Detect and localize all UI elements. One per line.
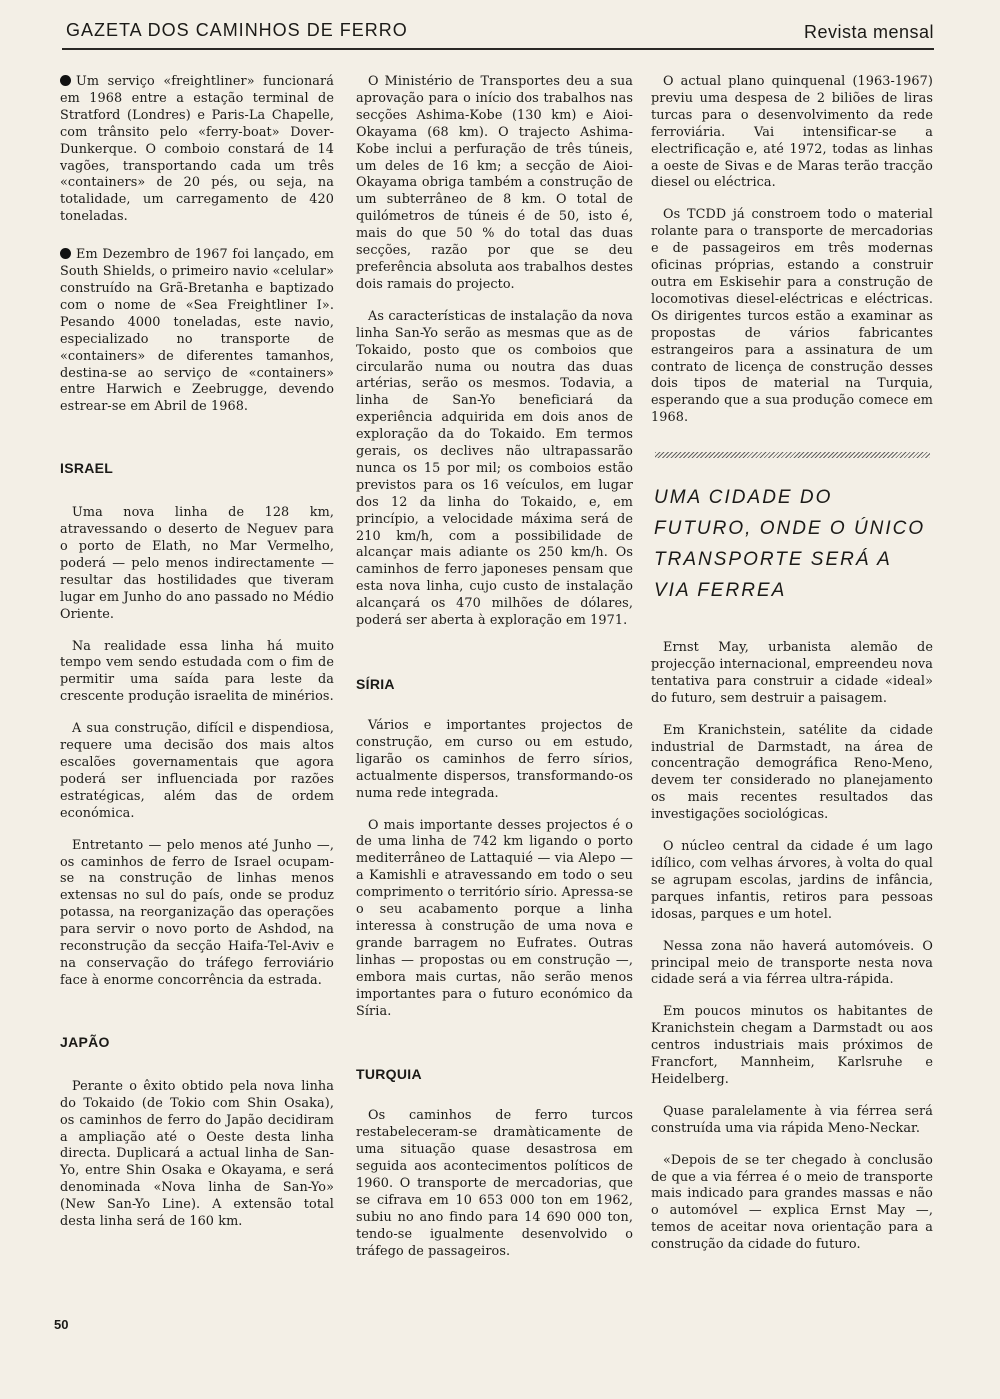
paragraph: «Depois de se ter chegado à conclusão de que a via férrea é o meio de transporte mais indicado para grandes massas e não o automóvel — explica Ernst May —, temos de aceitar nova orientação para a construção da cidade do futuro.	[651, 1152, 933, 1253]
paragraph: O Ministério de Transportes deu a sua aprovação para o início dos trabalhos nas secções Ashima-Kobe (130 km) e Aioi-Okayama (68 km). O trajecto Ashima-Kobe inclui a perfuração de três túneis, um deles de 16 km; a secção de Aioi-Okayama obriga também a construção de um subterrâneo de 8 km. O total de quilómetros de túneis é de 50, isto é, mais do que 50 % do total das duas secções, razão por que se deu preferência absoluta aos trabalhos destes dois ramais do projecto.	[356, 74, 633, 292]
paragraph: Na realidade essa linha há muito tempo vem sendo estudada com o fim de permitir uma saída para leste da crescente produção israelita de minérios.	[60, 638, 334, 705]
bullet-icon	[60, 75, 71, 86]
paragraph: As características de instalação da nova linha San-Yo serão as mesmas que as de Tokaido, posto que os comboios que circularão numa ou noutra das duas artérias, serão os mesmos. Todavia, a linha de San-Yo beneficiará da experiência adquirida em dois anos de exploração da do Tokaido. Em termos gerais, os declives não ultrapassarão nunca os 15 por mil; os comboios estão previstos para os 16 veículos, em lugar dos 12 da linha do Tokaido, e, em princípio, a velocidade máxima será de 210 km/h, com a possibilidade de alcançar mais adiante os 250 km/h. Os caminhos de ferro japoneses pensam que esta nova linha, cujo custo de instalação alcançará os 470 milhões de dólares, poderá ser aberta à exploração em 1971.	[356, 308, 633, 629]
page-header	[62, 18, 934, 50]
section-heading-turquia: TURQUIA	[356, 1066, 422, 1083]
paragraph: Entretanto — pelo menos até Junho —, os caminhos de ferro de Israel ocupam-se na construção de linhas menos extensas no sul do país, onde se produz potassa, na reorganização das operações para servir o novo porto de Ashdod, na reconstrução da secção Haifa-Tel-Aviv e na conservação do tráfego ferroviário face à enorme concorrência da estrada.	[60, 837, 334, 988]
column-1	[60, 74, 334, 1246]
paragraph: Os TCDD já constroem todo o material rolante para o transporte de mercadorias e de passageiros em três modernas oficinas próprias, estando a construir outra em Eskisehir para a construção de locomotivas diesel-eléctricas e eléctricas. Os dirigentes turcos estão a examinar as propostas de vários fabricantes estrangeiros para a assinatura de um contrato de licença de construção desses dois tipos de material na Turquia, esperando que a sua produção comece em 1968.	[651, 207, 933, 426]
column-2	[356, 74, 633, 1276]
publication-title: GAZETA DOS CAMINHOS DE FERRO	[66, 20, 408, 40]
news-item-sea-freightliner: Em Dezembro de 1967 foi lançado, em South Shields, o primeiro navio «celular» construído na Grã-Bretanha e baptizado com o nome de «Sea Freightliner I». Pesando 4000 toneladas, este navio, especializado no transporte de «containers» de diferentes tamanhos, destina-se ao serviço de «containers» entre Harwich e Zeebrugge, devendo estrear-se em Abril de 1968.	[60, 247, 334, 415]
paragraph: O núcleo central da cidade é um lago idílico, com velhas árvores, à volta do qual se agrupam escolas, jardins de infância, parques infantis, retiros para pessoas idosas, parques e um hotel.	[651, 839, 933, 922]
section-heading-israel: ISRAEL	[60, 460, 114, 477]
paragraph: Perante o êxito obtido pela nova linha do Tokaido (de Tokio com Shin Osaka), os caminhos de ferro do Japão decidiram a ampliação até o Oeste desta linha directa. Duplicará a actual linha de San-Yo, entre Shin Osaka e Okayama, e será denominada «Nova linha de San-Yo» (New San-Yo Line). A extensão total desta linha será de 160 km.	[60, 1078, 334, 1230]
article-title: UMA CIDADE DO FUTURO, ONDE O ÚNICO TRANSPORTE SERÁ A VIA FERREA	[654, 487, 926, 601]
publication-subtitle: Revista mensal	[803, 22, 934, 42]
paragraph: O actual plano quinquenal (1963-1967) previu uma despesa de 2 biliões de liras turcas para o desenvolvimento da rede ferroviária. Vai intensificar-se a electrificação e, até 1972, todas as linhas a oeste de Sivas e de Maras terão tracção diesel ou eléctrica.	[651, 74, 933, 191]
paragraph: Em poucos minutos os habitantes de Kranichstein chegam a Darmstadt ou aos centros industriais mais próximos de Francfort, Mannheim, Karlsruhe e Heidelberg.	[651, 1004, 933, 1087]
paragraph: Quase paralelamente à via férrea será construída uma via rápida Meno-Neckar.	[651, 1103, 933, 1136]
paragraph: Em Kranichstein, satélite da cidade industrial de Darmstadt, na área de concentração demográfica Reno-Meno, devem ter considerado no planejamento os mais recentes resultados das investigações sociológicas.	[651, 722, 933, 823]
bullet-icon	[60, 248, 71, 259]
paragraph: Vários e importantes projectos de construção, em curso ou em estudo, ligarão os caminhos de ferro sírios, actualmente dispersos, transformando-os numa rede integrada.	[356, 718, 633, 801]
paragraph: Ernst May, urbanista alemão de projecção internacional, empreendeu nova tentativa para construir a cidade «ideal» do futuro, sem destruir a paisagem.	[651, 640, 933, 706]
column-3-top	[651, 74, 933, 442]
paragraph: Uma nova linha de 128 km, atravessando o deserto de Neguev para o porto de Elath, no Mar Vermelho, poderá — pelo menos indirectamente — resultar das hostilidades que tiveram lugar em Junho do ano passado no Médio Oriente.	[60, 505, 334, 622]
section-heading-siria: SÍRIA	[356, 676, 395, 692]
paragraph: Nessa zona não haverá automóveis. O principal meio de transporte nesta nova cidade será a via férrea ultra-rápida.	[651, 938, 933, 988]
news-item-freightliner: Um serviço «freightliner» funcionará em 1968 entre a estação terminal de Stratford (Londres) e Paris-La Chapelle, com trânsito pelo «ferry-boat» Dover-Dunkerque. O comboio constará de 14 vagões, transportando cada um três «containers» de 20 pés, ou seja, na totalidade, um carregamento de 420 toneladas.	[60, 74, 334, 225]
decorative-divider	[655, 452, 930, 458]
paragraph: Os caminhos de ferro turcos restabeleceram-se dramàticamente de uma situação quase desastrosa em seguida aos acontecimentos políticos de 1960. O transporte de mercadorias, que se cifrava em 10 653 000 ton em 1962, subiu no ano findo para 14 690 000 ton, tendo-se igualmente desenvolvido o tráfego de passageiros.	[356, 1108, 633, 1259]
page-number: 50	[54, 1317, 69, 1332]
paragraph: O mais importante desses projectos é o de uma linha de 742 km ligando o porto mediterrâneo de Lattaquié — via Alepo — a Kamishli e atravessando em todo o seu comprimento o território sírio. Apressa-se o seu acabamento porque a linha interessa à construção de uma nova e grande barragem no Eufrates. Outras linhas — propostas ou em construção —, embora mais curtas, não serão menos importantes para o futuro económico da Síria.	[356, 817, 633, 1019]
section-heading-japao: JAPÃO	[60, 1033, 110, 1050]
paragraph: A sua construção, difícil e dispendiosa, requere uma decisão dos mais altos escalões governamentais que agora poderá ser influenciada por razões estratégicas, além das de ordem económica.	[60, 721, 334, 821]
column-3-article	[651, 640, 933, 1269]
